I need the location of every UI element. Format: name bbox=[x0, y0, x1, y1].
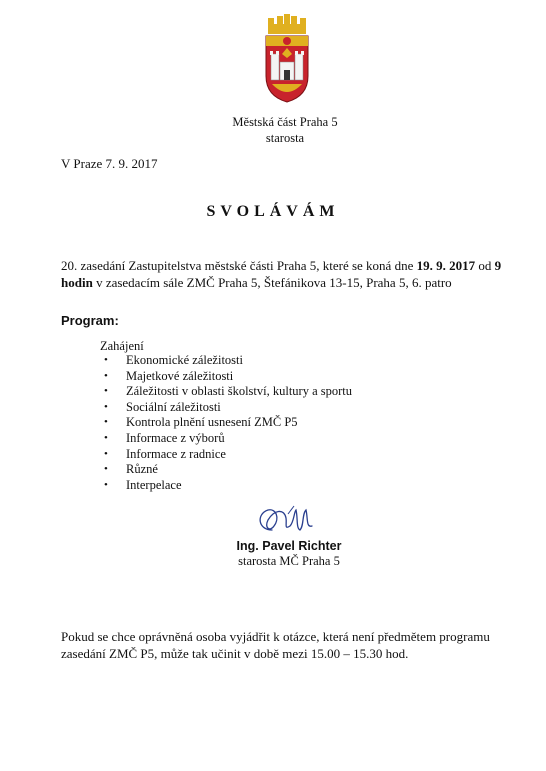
letterhead bbox=[200, 114, 370, 146]
footer-note: Pokud se chce oprávněná osoba vyjádřit k otázce, která není předmětem programu zasedání ZMČ P5, může tak učinit v době mezi 15.00 – 15.30 hod. bbox=[61, 629, 490, 661]
list-item: • Záležitosti v oblasti školství, kultury a sportu bbox=[104, 384, 353, 399]
district-role: starosta bbox=[265, 131, 305, 145]
signatory-title: starosta MČ Praha 5 bbox=[238, 554, 340, 568]
date-line: V Praze 7. 9. 2017 bbox=[61, 156, 158, 171]
intro-text-2: od bbox=[475, 258, 495, 273]
intro-text-3: v zasedacím sále ZMČ Praha 5, Štefánikova 13-15, Praha 5, 6. patro bbox=[92, 275, 452, 290]
bullet-icon: • bbox=[104, 463, 108, 476]
intro-paragraph bbox=[61, 257, 511, 291]
bullet-icon: • bbox=[104, 431, 108, 444]
program-heading: Program: bbox=[61, 313, 119, 328]
meeting-time: 9 hodin bbox=[61, 258, 502, 290]
program-list bbox=[100, 353, 352, 493]
bullet-icon: • bbox=[104, 369, 108, 382]
list-item: • Interpelace bbox=[104, 477, 182, 492]
list-item: • Informace z výborů bbox=[104, 430, 225, 445]
signatory-name: Ing. Pavel Richter bbox=[236, 539, 342, 553]
document-title: SVOLÁVÁM bbox=[206, 203, 340, 220]
list-item: • Ekonomické záležitosti bbox=[104, 353, 243, 367]
list-item: • Sociální záležitosti bbox=[104, 399, 221, 414]
bullet-icon: • bbox=[104, 447, 108, 460]
bullet-icon: • bbox=[104, 478, 108, 491]
meeting-date: 19. 9. 2017 bbox=[416, 258, 476, 273]
intro-text-1: 20. zasedání Zastupitelstva městské části Praha 5, které se koná dne bbox=[61, 258, 417, 273]
bullet-icon: • bbox=[104, 354, 108, 366]
program-opening: Zahájení bbox=[100, 339, 144, 353]
coat-of-arms-logo bbox=[262, 14, 312, 104]
district-name: Městská část Praha 5 bbox=[232, 115, 338, 129]
list-item: • Kontrola plnění usnesení ZMČ P5 bbox=[104, 415, 298, 430]
list-item: • Různé bbox=[104, 462, 158, 477]
list-item: • Informace z radnice bbox=[104, 446, 226, 461]
list-item: • Majetkové záležitosti bbox=[104, 368, 234, 383]
bullet-icon: • bbox=[104, 400, 108, 413]
handwritten-signature bbox=[250, 500, 330, 540]
bullet-icon: • bbox=[104, 416, 108, 429]
bullet-icon: • bbox=[104, 385, 108, 398]
